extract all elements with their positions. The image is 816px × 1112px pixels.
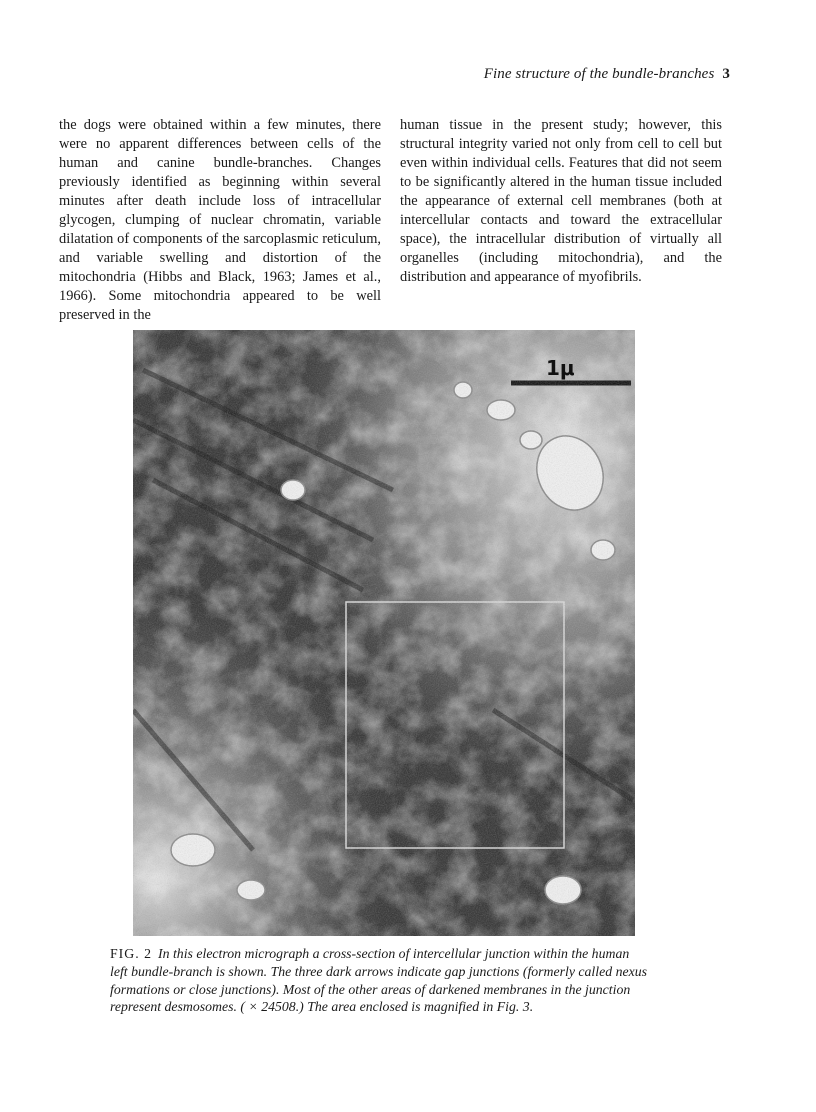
figure-label: FIG. 2 (110, 946, 153, 961)
figure-caption (110, 945, 650, 1016)
body-text-left-column: the dogs were obtained within a few minutes, there were no apparent differences between cells of the human and canine bundle-branches. Changes previously identified as beginning within several minutes after death include loss of intracellular glycogen, clumping of nuclear chromatin, variable dilatation of components of the sarcoplasmic reticulum, and variable swelling and distortion of the mitochondria (Hibbs and Black, 1963; James et al., 1966). Some mitochondria appeared to be well preserved in the (59, 117, 381, 323)
page-number: 3 (722, 66, 730, 82)
running-head (484, 66, 730, 83)
body-text-right-column: human tissue in the present study; however, this structural integrity varied not only from cell to cell but even within individual cells. Features that did not seem to be significantly altered in the human tissue included the appearance of external cell membranes (both at intercellular contacts and toward the extracellular space), the intracellular distribution of virtually all organelles (including mitochondria), and the distribution and appearance of myofibrils. (400, 117, 722, 285)
micrograph-image (133, 330, 635, 936)
running-title: Fine structure of the bundle-branches (483, 66, 715, 82)
scale-bar-label: 1μ (546, 356, 575, 380)
caption-text: In this electron micrograph a cross-section of intercellular junction within the human left bundle-branch is shown. The three dark arrows indicate gap junctions (formerly called nexus formations or close junctions). Most of the other areas of darkened membranes in the junction represent desmosomes. ( × 24508.) The area enclosed is magnified in Fig. 3. (110, 946, 647, 1015)
electron-micrograph (133, 330, 635, 936)
